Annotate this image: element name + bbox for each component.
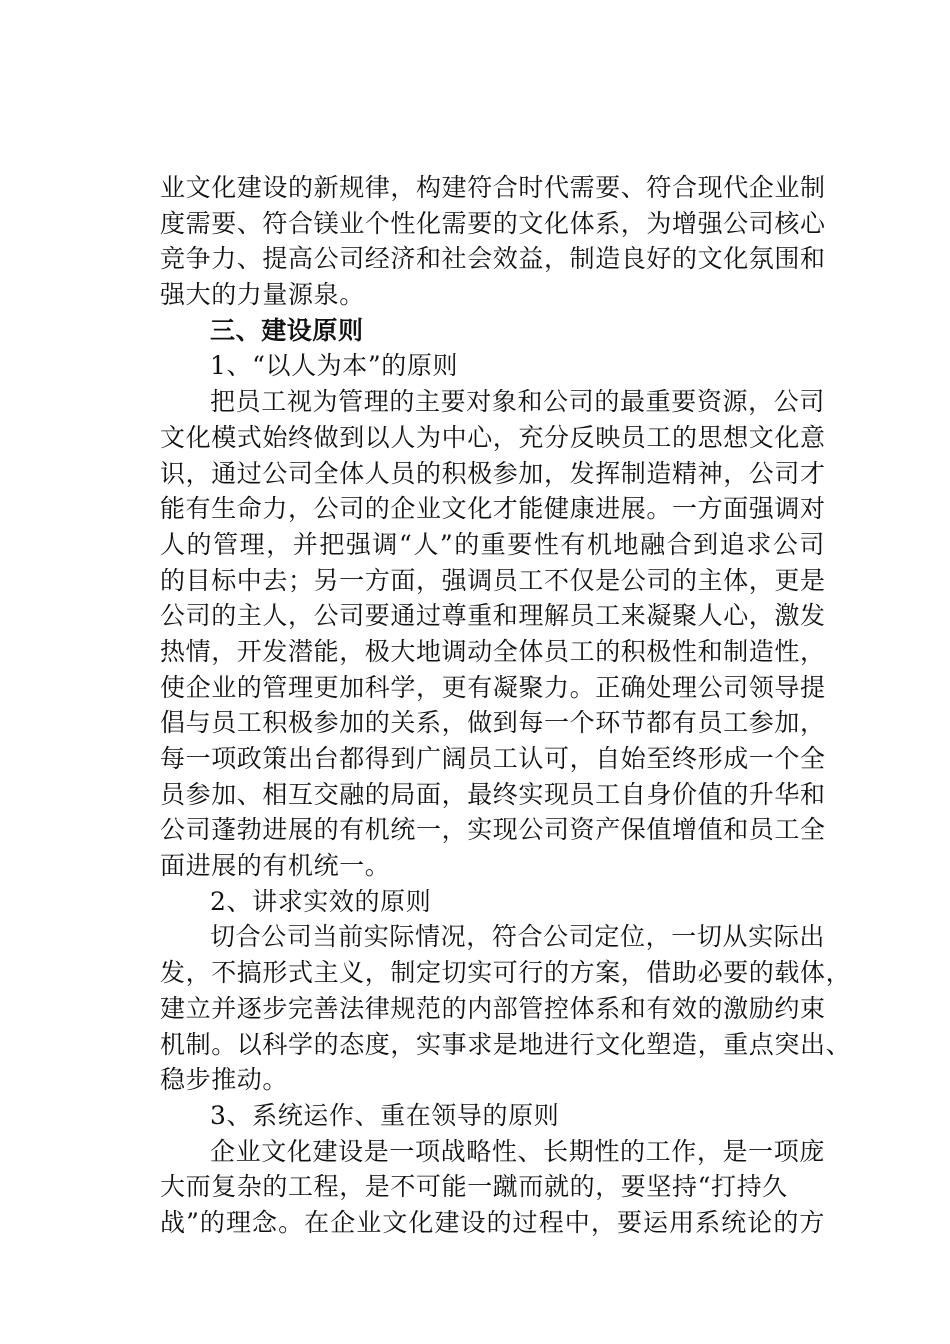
paragraph-line: 的目标中去；另一方面，强调员工不仅是公司的主体，更是 [160, 565, 826, 595]
paragraph-line: 机制。以科学的态度，实事求是地进行文化塑造，重点突出、 [160, 1029, 852, 1059]
paragraph-line: 倡与员工积极参加的关系，做到每一个环节都有员工参加， [160, 708, 826, 738]
paragraph-line: 企业文化建设是一项战略性、长期性的工作，是一项庞 [210, 1136, 825, 1166]
paragraph-line: 切合公司当前实际情况，符合公司定位，一切从实际出 [210, 922, 825, 952]
paragraph-line: 稳步推动。 [160, 1065, 289, 1095]
paragraph-line: 竞争力、提高公司经济和社会效益，制造良好的文化氛围和 [160, 244, 826, 274]
paragraph-line: 战”的理念。在企业文化建设的过程中，要运用系统论的方 [160, 1207, 825, 1237]
paragraph-line: 强大的力量源泉。 [160, 280, 365, 310]
document-body [160, 170, 852, 1241]
paragraph-line: 度需要、符合镁业个性化需要的文化体系，为增强公司核心 [160, 208, 826, 238]
paragraph-line: 文化模式始终做到以人为中心，充分反映员工的思想文化意 [160, 422, 826, 452]
paragraph-line: 能有生命力，公司的企业文化才能健康进展。一方面强调对 [160, 494, 826, 524]
subsection-heading: 2、讲求实效的原则 [210, 886, 432, 916]
paragraph-line: 大而复杂的工程，是不可能一蹴而就的，要坚持“打持久 [160, 1172, 788, 1202]
paragraph-line: 热情，开发潜能，极大地调动全体员工的积极性和制造性， [160, 636, 826, 666]
subsection-heading: 3、系统运作、重在领导的原则 [210, 1100, 560, 1130]
paragraph-line: 使企业的管理更加科学，更有凝聚力。正确处理公司领导提 [160, 672, 826, 702]
paragraph-line: 识，通过公司全体人员的积极参加，发挥制造精神，公司才 [160, 458, 826, 488]
paragraph-line: 每一项政策出台都得到广阔员工认可，自始至终形成一个全 [160, 744, 826, 773]
paragraph-line: 发，不搞形式主义，制定切实可行的方案，借助必要的载体， [160, 958, 852, 988]
subsection-heading: 1、“以人为本”的原则 [210, 351, 459, 381]
paragraph-line: 建立并逐步完善法律规范的内部管控体系和有效的激励约束 [160, 993, 826, 1023]
paragraph-line: 人的管理，并把强调“人”的重要性有机地融合到追求公司 [160, 529, 825, 559]
paragraph-line: 业文化建设的新规律，构建符合时代需要、符合现代企业制 [160, 173, 826, 202]
paragraph-line: 把员工视为管理的主要对象和公司的最重要资源，公司 [210, 387, 825, 417]
section-heading: 三、建设原则 [210, 315, 364, 345]
paragraph-line: 员参加、相互交融的局面，最终实现员工自身价值的升华和 [160, 779, 826, 809]
paragraph-line: 公司蓬勃进展的有机统一，实现公司资产保值增值和员工全 [160, 815, 826, 845]
paragraph-line: 公司的主人，公司要通过尊重和理解员工来凝聚人心，激发 [160, 601, 826, 631]
paragraph-line: 面进展的有机统一。 [160, 851, 391, 881]
